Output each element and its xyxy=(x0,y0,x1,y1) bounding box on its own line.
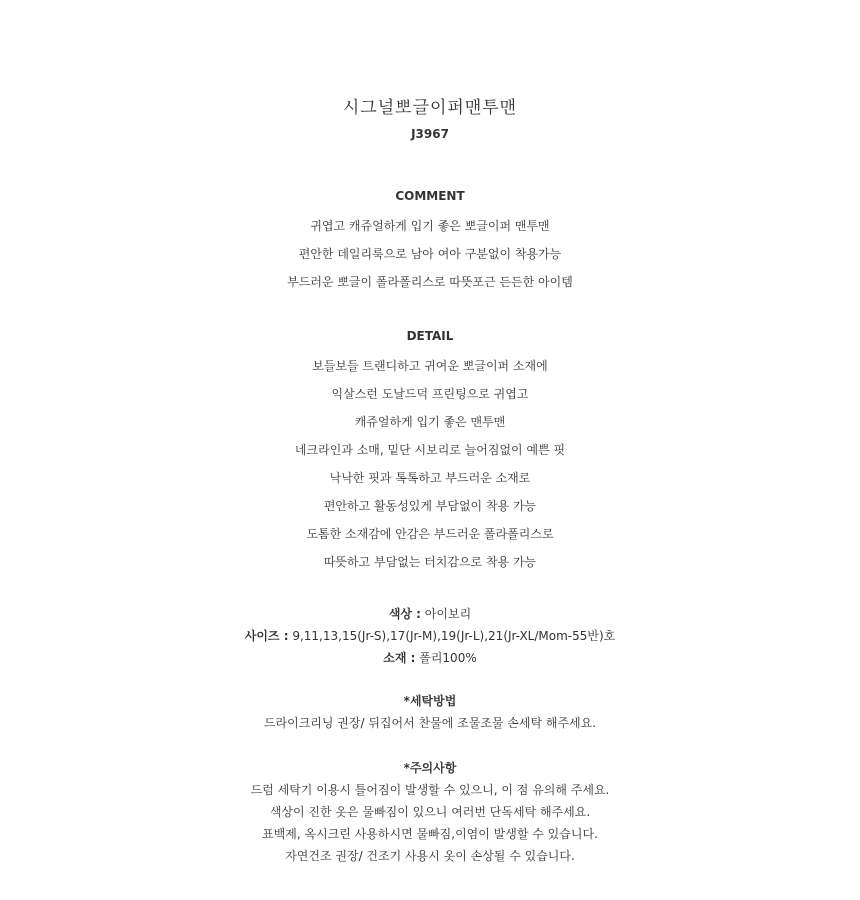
material-row xyxy=(0,647,860,669)
color-label: 색상 : xyxy=(388,607,421,621)
comment-line: 부드러운 뽀글이 폴라폴리스로 따뜻포근 든든한 아이템 xyxy=(287,275,573,289)
size-label: 사이즈 : xyxy=(244,629,289,643)
detail-line: 도톰한 소재감에 안감은 부드러운 폴라폴리스로 xyxy=(306,527,554,541)
color-row xyxy=(0,603,860,625)
caution-heading: *주의사항 xyxy=(403,761,457,775)
caution-line: 색상이 진한 옷은 물빠짐이 있으니 여러번 단독세탁 해주세요. xyxy=(269,805,591,819)
material-label: 소재 : xyxy=(383,651,416,665)
detail-line: 익살스런 도날드덕 프린팅으로 귀엽고 xyxy=(331,387,529,401)
care-heading: *세탁방법 xyxy=(403,694,457,708)
caution-line: 자연건조 권장/ 건조기 사용시 옷이 손상될 수 있습니다. xyxy=(285,849,575,863)
detail-line: 낙낙한 핏과 톡톡하고 부드러운 소재로 xyxy=(329,471,531,485)
spec-section xyxy=(0,603,860,669)
detail-line: 네크라인과 소매, 밑단 시보리로 늘어짐없이 예쁜 핏 xyxy=(294,443,566,457)
detail-line: 캐쥬얼하게 입기 좋은 맨투맨 xyxy=(354,415,506,429)
comment-heading: COMMENT xyxy=(395,189,465,203)
material-value: 폴리100% xyxy=(415,651,477,665)
detail-line: 보들보들 트랜디하고 귀여운 뽀글이퍼 소재에 xyxy=(312,359,548,373)
caution-line: 표백제, 옥시크린 사용하시면 물빠짐,이염이 발생할 수 있습니다. xyxy=(262,827,598,841)
caution-section xyxy=(0,757,860,867)
detail-line: 따뜻하고 부담없는 터치감으로 착용 가능 xyxy=(323,555,537,569)
care-section xyxy=(0,690,860,734)
detail-section xyxy=(0,326,860,576)
care-line: 드라이크리닝 권장/ 뒤집어서 찬물에 조물조물 손세탁 해주세요. xyxy=(263,716,597,730)
comment-line: 귀엽고 캐쥬얼하게 입기 좋은 뽀글이퍼 맨투맨 xyxy=(310,219,550,233)
product-title: 시그널뽀글이퍼맨투맨 xyxy=(342,98,518,118)
detail-line: 편안하고 활동성있게 부담없이 착용 가능 xyxy=(323,499,537,513)
color-value: 아이보리 xyxy=(420,607,472,621)
size-row xyxy=(0,625,860,647)
comment-line: 편안한 데일리룩으로 남아 여아 구분없이 착용가능 xyxy=(298,247,562,261)
caution-line: 드럼 세탁기 이용시 틀어짐이 발생할 수 있으니, 이 점 유의해 주세요. xyxy=(250,783,610,797)
size-value: 9,11,13,15(Jr-S),17(Jr-M),19(Jr-L),21(Jr-XL/Mom-55반)호 xyxy=(288,629,616,643)
comment-section xyxy=(0,186,860,296)
product-code: J3967 xyxy=(411,127,449,141)
detail-heading: DETAIL xyxy=(406,329,454,343)
